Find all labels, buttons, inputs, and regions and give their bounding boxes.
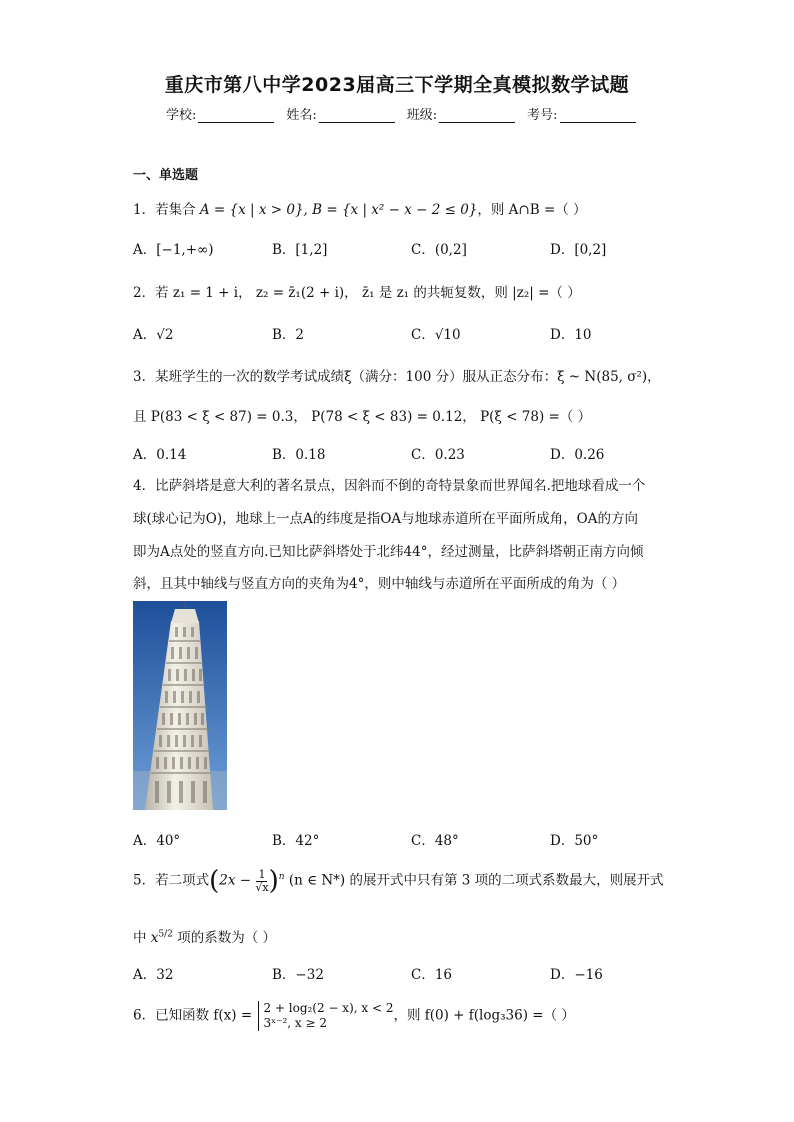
section-heading: 一、单选题 [133,168,199,183]
q1-option-d: D．[0,2] [550,242,607,258]
q6-case-1: 2 + log₂(2 − x), x < 2 [263,1001,394,1015]
q5-exp: 5/2 [158,929,173,940]
q1-prefix: 1．若集合 [133,202,200,218]
q2-option-a: A．√2 [133,327,174,343]
school-label: 学校: [166,108,197,123]
q4-option-c: C．48° [411,833,459,849]
q5-expr: 2x − [219,872,252,889]
q5-line2-a: 中 [133,930,151,946]
q5-suffix: 的展开式中只有第 3 项的二项式系数最大，则展开式 [345,872,664,889]
q4-line4: 斜，且其中轴线与竖直方向的夹角为4°，则中轴线与赤道所在平面所成的角为（ ） [133,576,626,592]
q1-stem [133,198,587,218]
q6-suffix: ，则 f(0) + f(log₃36) =（ ） [393,1007,575,1024]
q5-option-a: A．32 [133,967,174,983]
q5-close-paren: ) [268,866,279,896]
q5-x: x [150,930,159,946]
q5-frac-num: 1 [258,867,266,881]
q5-option-b: B．−32 [272,967,324,983]
q2-option-b: B．2 [272,327,305,343]
q4-option-d: D．50° [550,833,599,849]
q5-line2-b: 项的系数为（ ） [172,930,276,946]
q3-line2: 且 P(83 < ξ < 87) = 0.3， P(78 < ξ < 83) = 0.12， P(ξ < 78) =（ ） [133,409,592,425]
q4-line3: 即为A点处的竖直方向.已知比萨斜塔处于北纬44°，经过测量，比萨斜塔朝正南方向倾 [133,544,644,560]
q4-option-b: B．42° [272,833,320,849]
q5-fraction [255,869,268,893]
q4-option-a: A．40° [133,833,181,849]
q4-line1: 4．比萨斜塔是意大利的著名景点，因斜而不倒的奇特景象而世界闻名.把地球看成一个 [133,478,646,494]
q1-option-c: C．(0,2] [411,242,467,258]
q5-prefix: 5．若二项式 [133,872,210,889]
q2-option-c: C．√10 [411,327,461,343]
q2-stem: 2．若 z₁ = 1 + i， z₂ = z̄₁(2 + i)， z̄₁ 是 z₁ 的共轭复数，则 |z₂| =（ ） [133,285,581,301]
class-label: 班级: [406,108,438,123]
q3-line1: 3．某班学生的一次的数学考试成绩ξ（满分：100 分）服从正态分布：ξ ~ N(85, σ²)， [133,369,661,385]
q3-option-c: C．0.23 [411,447,465,463]
q5-line1 [133,866,664,896]
q5-option-c: C．16 [411,967,453,983]
q2-option-d: D．10 [550,327,592,343]
q6-piecewise [258,1001,393,1031]
school-blank [198,108,274,123]
q6-case-2: 3ˣ⁻², x ≥ 2 [263,1016,328,1030]
q6-prefix: 6．已知函数 f(x) = [133,1007,253,1024]
q1-suffix: ，则 A∩B =（ ） [477,202,587,218]
exam-number-label: 考号: [527,108,558,123]
exam-title: 重庆市第八中学2023届高三下学期全真模拟数学试题 [164,74,630,96]
q3-option-b: B．0.18 [272,447,326,463]
q5-cond: (n ∈ N*) [288,872,346,889]
q1-option-b: B．[1,2] [272,242,328,258]
exam-number-blank [560,108,636,123]
q1-option-a: A．[−1,+∞) [133,242,214,258]
q6-stem [133,1001,575,1031]
q5-power: n [278,872,285,882]
name-label: 姓名: [286,108,317,123]
leaning-tower-photo [133,601,227,810]
class-blank [439,108,515,123]
q4-line2: 球(球心记为O)，地球上一点A的纬度是指OA与地球赤道所在平面所成角，OA的方向 [133,511,638,527]
q5-frac-den: √x [255,880,269,894]
name-blank [319,108,395,123]
q3-option-d: D．0.26 [550,447,605,463]
q5-option-d: D．−16 [550,967,603,983]
student-info-row [166,104,648,123]
q3-option-a: A．0.14 [133,447,187,463]
q5-open-paren: ( [209,866,220,896]
q1-sets: A = {x | x > 0}, B = {x | x² − x − 2 ≤ 0} [199,202,478,218]
q5-line2 [133,926,276,946]
